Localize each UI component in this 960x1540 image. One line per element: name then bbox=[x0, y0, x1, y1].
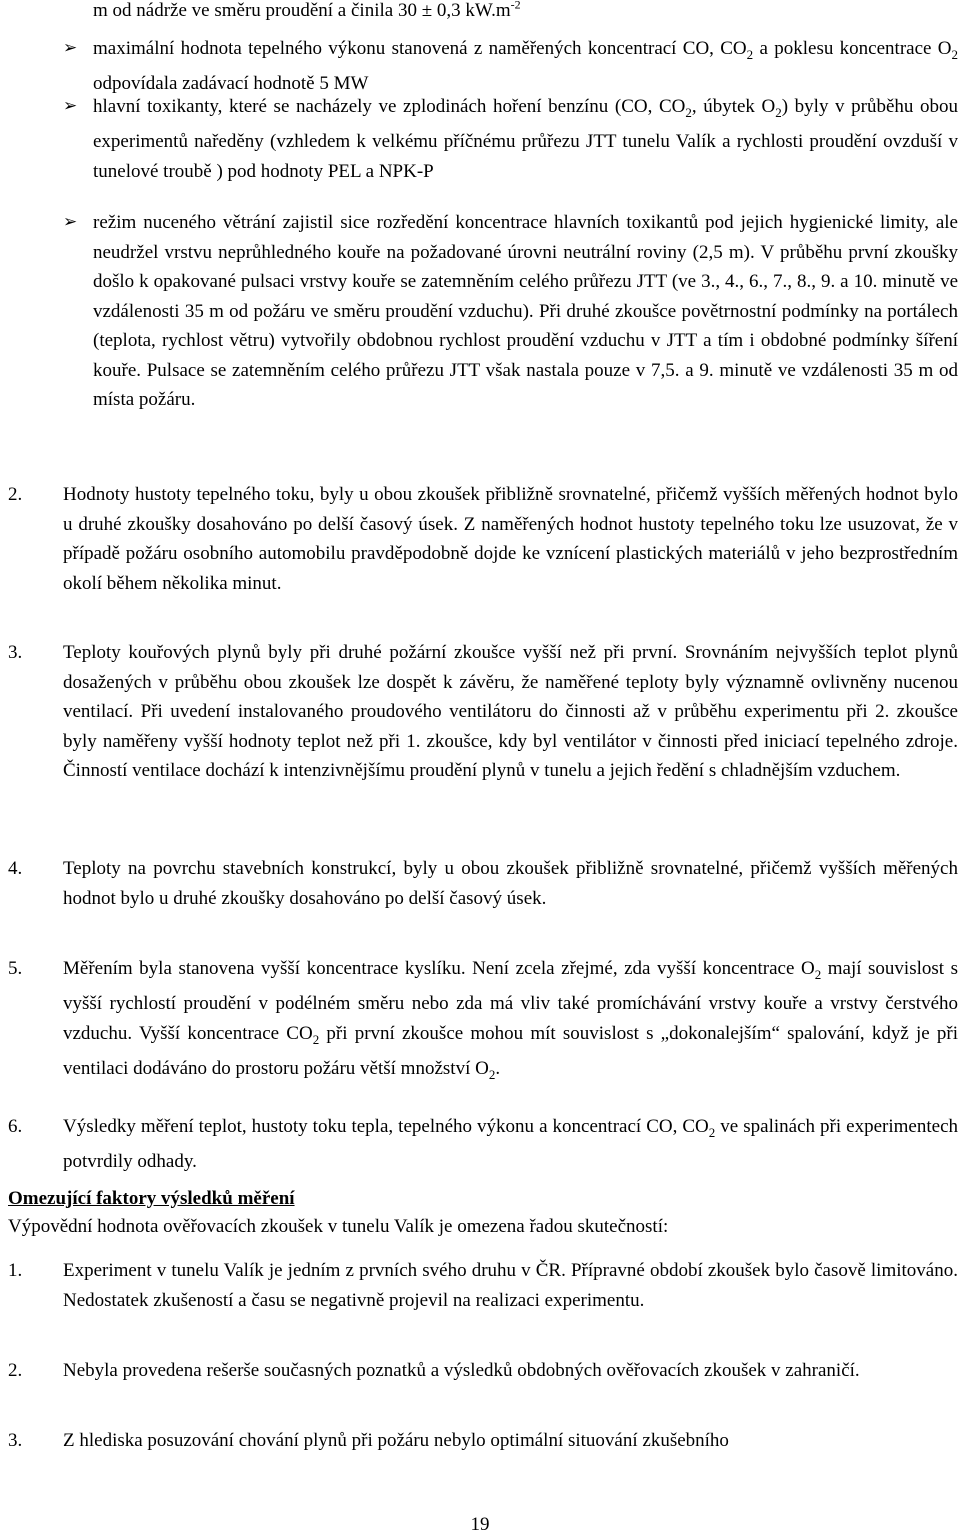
item-number: 3. bbox=[8, 642, 23, 663]
numbered-item bbox=[8, 638, 958, 786]
numbered-item bbox=[8, 1112, 958, 1177]
top-fragment-text: m od nádrže ve směru proudění a činila 30 ± 0,3 kW.m bbox=[93, 0, 511, 21]
item-number: 3. bbox=[8, 1430, 23, 1451]
section-intro: Výpovědní hodnota ověřovacích zkoušek v tunelu Valík je omezena řadou skutečností: bbox=[8, 1216, 669, 1237]
bullet-item bbox=[63, 34, 958, 99]
numbered-item bbox=[8, 480, 958, 598]
item-text: Nebyla provedena rešerše současných poznatků a výsledků obdobných ověřovacích zkoušek v zahraničí. bbox=[63, 1360, 860, 1381]
limit-item bbox=[8, 1356, 958, 1386]
item-number: 2. bbox=[8, 1360, 23, 1381]
item-text: Teploty kouřových plynů byly při druhé požární zkoušce vyšší než při první. Srovnáním nejvyšších teplot plynů dosažených v průběhu obou zkoušek lze dospět k závěru, že naměřené teploty byly významně ovlivněny nucenou ventilací. Při uvedení instalovaného proudového ventilátoru do činnosti až v průběhu experimentu při 2. zkoušce byly naměřeny vyšší hodnoty teplot než při 1. zkoušce, kdy byl ventilátor v činnosti před iniciací tepelného zdroje. Činností ventilace dochází k intenzivnějšímu proudění plynů v tunelu a jejich ředění s chladnějším vzduchem. bbox=[63, 642, 958, 781]
bullet-arrow-icon: ➢ bbox=[63, 96, 78, 116]
numbered-item bbox=[8, 854, 958, 913]
page-number: 19 bbox=[470, 1514, 490, 1535]
item-text: Výsledky měření teplot, hustoty toku tepla, tepelného výkonu a koncentrací CO, $CO_2$ ve spalinách při experimentech potvrdily odhady. bbox=[63, 1116, 958, 1173]
bullet-text: maximální hodnota tepelného výkonu stanovená z naměřených koncentrací CO, $CO_2$ a poklesu koncentrace $O_2$ odpovídala zadávací hodnotě 5 MW bbox=[93, 38, 958, 95]
item-number: 6. bbox=[8, 1116, 23, 1137]
numbered-item bbox=[8, 954, 958, 1089]
bullet-arrow-icon: ➢ bbox=[63, 38, 78, 58]
top-fragment-sup: -2 bbox=[510, 0, 521, 12]
item-text: Z hlediska posuzování chování plynů při požáru nebylo optimální situování zkušebního bbox=[63, 1430, 729, 1451]
bullet-text: režim nuceného větrání zajistil sice rozředění koncentrace hlavních toxikantů pod jejich hygienické limity, ale neudržel vrstvu neprůhledného kouře na požadované úrovni neutrální roviny (2,5 m). V průběhu první zkoušky došlo k opakované pulsaci vrstvy kouře se zatemněním celého průřezu JTT (ve 3., 4., 6., 7., 8., 9. a 10. minutě ve vzdálenosti 35 m od požáru ve směru proudění vzduchu). Při druhé zkoušce povětrnostní podmínky na portálech (teplota, rychlost větru) vytvořily obdobnou rychlost proudění vzduchu v JTT a tím i obdobné podmínky šíření kouře. Pulsace se zatemněním celého průřezu JTT však nastala pouze v 7,5. a 9. minutě ve vzdálenosti 35 m od místa požáru. bbox=[93, 212, 958, 410]
item-number: 5. bbox=[8, 958, 23, 979]
limit-item bbox=[8, 1256, 958, 1315]
top-fragment bbox=[93, 0, 958, 26]
item-text: Teploty na povrchu stavebních konstrukcí, byly u obou zkoušek přibližně srovnatelné, přičemž vyšších měřených hodnot bylo u druhé zkoušky dosahováno po delší časový úsek. bbox=[63, 858, 958, 909]
item-text: Hodnoty hustoty tepelného toku, byly u obou zkoušek přibližně srovnatelné, přičemž vyšších měřených hodnot bylo u druhé zkoušky dosahováno po delší časový úsek. Z naměřených hodnot hustoty tepelného toku lze usuzovat, že v případě požáru osobního automobilu pravděpodobně dojde ke vznícení plastických materiálů v jeho bezprostředním okolí během několika minut. bbox=[63, 484, 958, 594]
bullet-text: hlavní toxikanty, které se nacházely ve zplodinách hoření benzínu (CO, $CO_2$, úbytek $O_2$) byly v průběhu obou experimentů naředěny (vzhledem k velkému příčnému průřezu JTT tunelu Valík a rychlosti proudění ovzduší v tunelové troubě ) pod hodnoty PEL a NPK-P bbox=[93, 96, 959, 182]
bullet-item bbox=[63, 208, 958, 415]
item-text: Experiment v tunelu Valík je jedním z prvních svého druhu v ČR. Přípravné období zkoušek bylo časově limitováno. Nedostatek zkušeností a času se negativně projevil na realizaci experimentu. bbox=[63, 1260, 958, 1311]
item-number: 4. bbox=[8, 858, 23, 879]
bullet-arrow-icon: ➢ bbox=[63, 212, 78, 232]
item-number: 2. bbox=[8, 484, 23, 505]
item-text: Měřením byla stanovena vyšší koncentrace kyslíku. Není zcela zřejmé, zda vyšší koncentrace $O_2$ mají souvislost s vyšší rychlostí proudění v podélném směru nebo zda má vliv také promíchávání vrstvy kouře a vrstvy čerstvého vzduchu. Vyšší koncentrace $CO_2$ při první zkoušce mohou mít souvislost s „dokonalejším“ spalování, když je při ventilaci dodáváno do prostoru požáru větší množství $O_2$. bbox=[63, 958, 958, 1082]
limit-item bbox=[8, 1426, 958, 1456]
section-heading: Omezující faktory výsledků měření bbox=[8, 1188, 295, 1209]
bullet-item bbox=[63, 92, 959, 186]
item-number: 1. bbox=[8, 1260, 23, 1281]
